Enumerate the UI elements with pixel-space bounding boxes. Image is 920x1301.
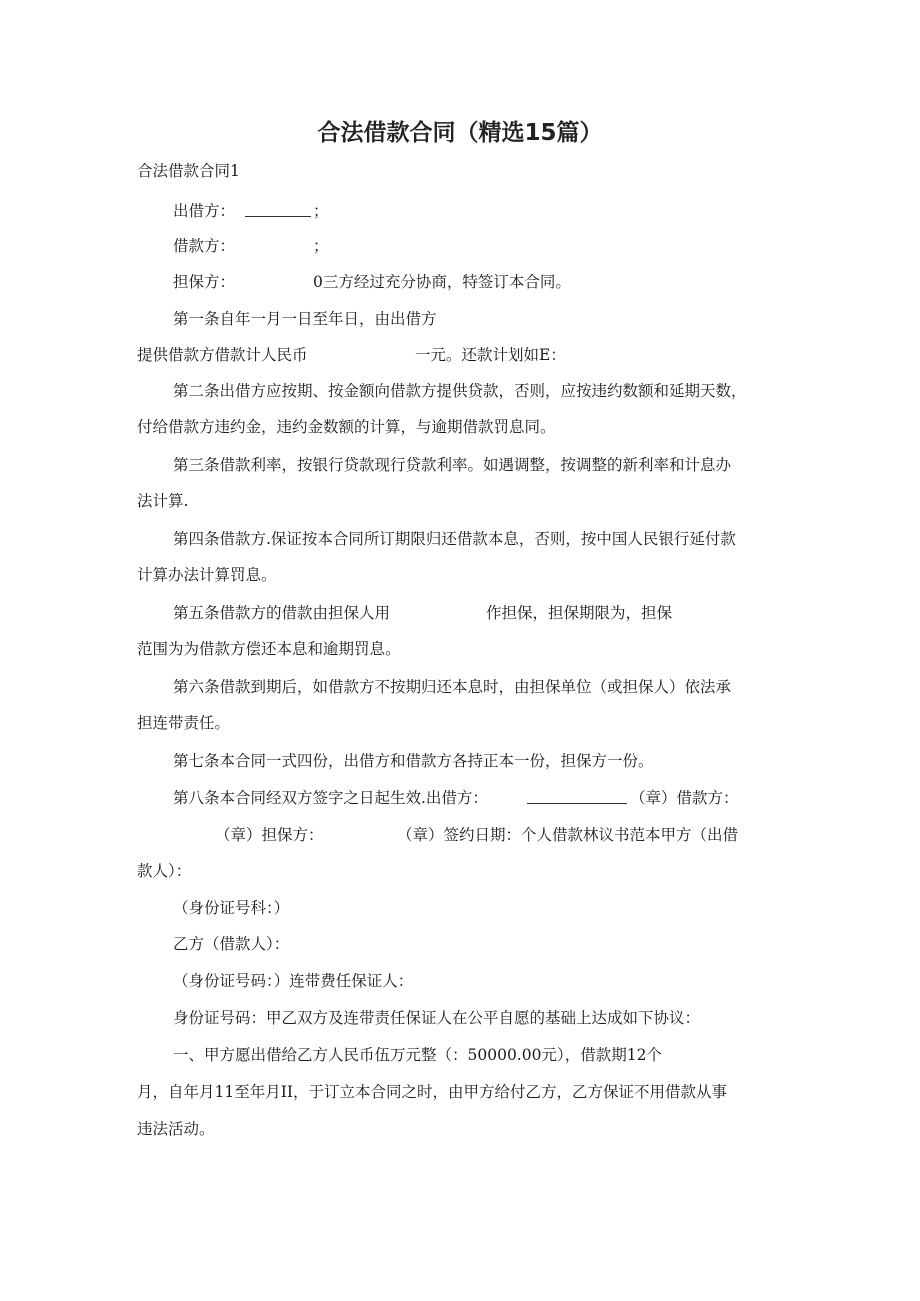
guarantor-label: 担保方： — [173, 273, 236, 291]
article-4-line-1: 第四条借款方.保证按本合同所订期限归还借款本息，否则，按中国人民银行延付款 — [173, 530, 736, 548]
article-6-line-1: 第六条借款到期后，如借款方不按期归还本息时，由担保单位（或担保人）依法承 — [173, 678, 732, 696]
article-1-line-1: 第一条自年一月一日至年日，由出借方 — [173, 310, 437, 328]
party-b-label: 乙方（借款人）： — [173, 935, 290, 953]
lender-signature-blank-line — [527, 803, 627, 804]
article-2-line-1: 第二条出借方应按期、按金额向借款方提供贷款，否则，应按违约数额和延期天数， — [173, 382, 747, 400]
article-1-line-2a: 提供借款方借款计人民币 — [137, 346, 308, 364]
party-b-id: （身份证号码：）连带费任保证人： — [173, 972, 414, 990]
article-5-line-1a: 第五条借款方的借款由担保人用 — [173, 604, 391, 622]
borrower-label: 借款方： — [173, 237, 236, 255]
article-8-line-2b: （章）签约日期：个人借款林议书范本甲方（出借 — [397, 826, 739, 844]
article-3-line-2: 法计算. — [137, 492, 189, 510]
article-8-line-1b: （章）借款方： — [630, 789, 739, 807]
document-title: 合法借款合同（精选15篇） — [317, 120, 603, 146]
article-7-line-1: 第七条本合同一式四份，出借方和借款方各持正本一份，担保方一份。 — [173, 752, 654, 770]
clause-1-line-1: 一、甲方愿出借给乙方人民币伍万元整（：50000.00元），借款期12个 — [173, 1046, 662, 1064]
borrower-end: ； — [313, 237, 329, 255]
article-3-line-1: 第三条借款利率，按银行贷款现行贷款利率。如遇调整，按调整的新利率和计息办 — [173, 456, 732, 474]
article-8-line-2a: （章）担保方： — [215, 826, 324, 844]
article-2-line-2: 付给借款方违约金，违约金数额的计算，与逾期借款罚息同。 — [137, 418, 556, 436]
article-5-line-2: 范围为为借款方偿还本息和逾期罚息。 — [137, 640, 401, 658]
clause-1-line-3: 违法活动。 — [137, 1120, 215, 1138]
agreement-intro: 身份证号码：甲乙双方及连带责任保证人在公平自愿的基础上达成如下协议： — [173, 1009, 701, 1027]
party-a-id: （身份证号科：） — [173, 899, 290, 917]
lender-label: 出借方： — [173, 202, 236, 220]
article-4-line-2: 计算办法计算罚息。 — [137, 566, 277, 584]
article-5-line-1b: 作担保，担保期限为，担保 — [486, 604, 673, 622]
clause-1-line-2: 月，自年月11至年月II，于订立本合同之时，由甲方给付乙方，乙方保证不用借款从事 — [137, 1083, 727, 1101]
article-8-line-1a: 第八条本合同经双方签字之日起生效.出借方： — [173, 789, 488, 807]
guarantor-tail: 0三方经过充分协商，特签订本合同。 — [313, 273, 571, 291]
lender-end: ； — [313, 202, 329, 220]
section-heading: 合法借款合同1 — [137, 162, 240, 180]
lender-blank-line — [245, 216, 311, 217]
article-8-line-3: 款人）： — [137, 862, 192, 880]
article-6-line-2: 担连带责任。 — [137, 714, 231, 732]
article-1-line-2b: 一元。还款计划如E： — [415, 346, 566, 364]
